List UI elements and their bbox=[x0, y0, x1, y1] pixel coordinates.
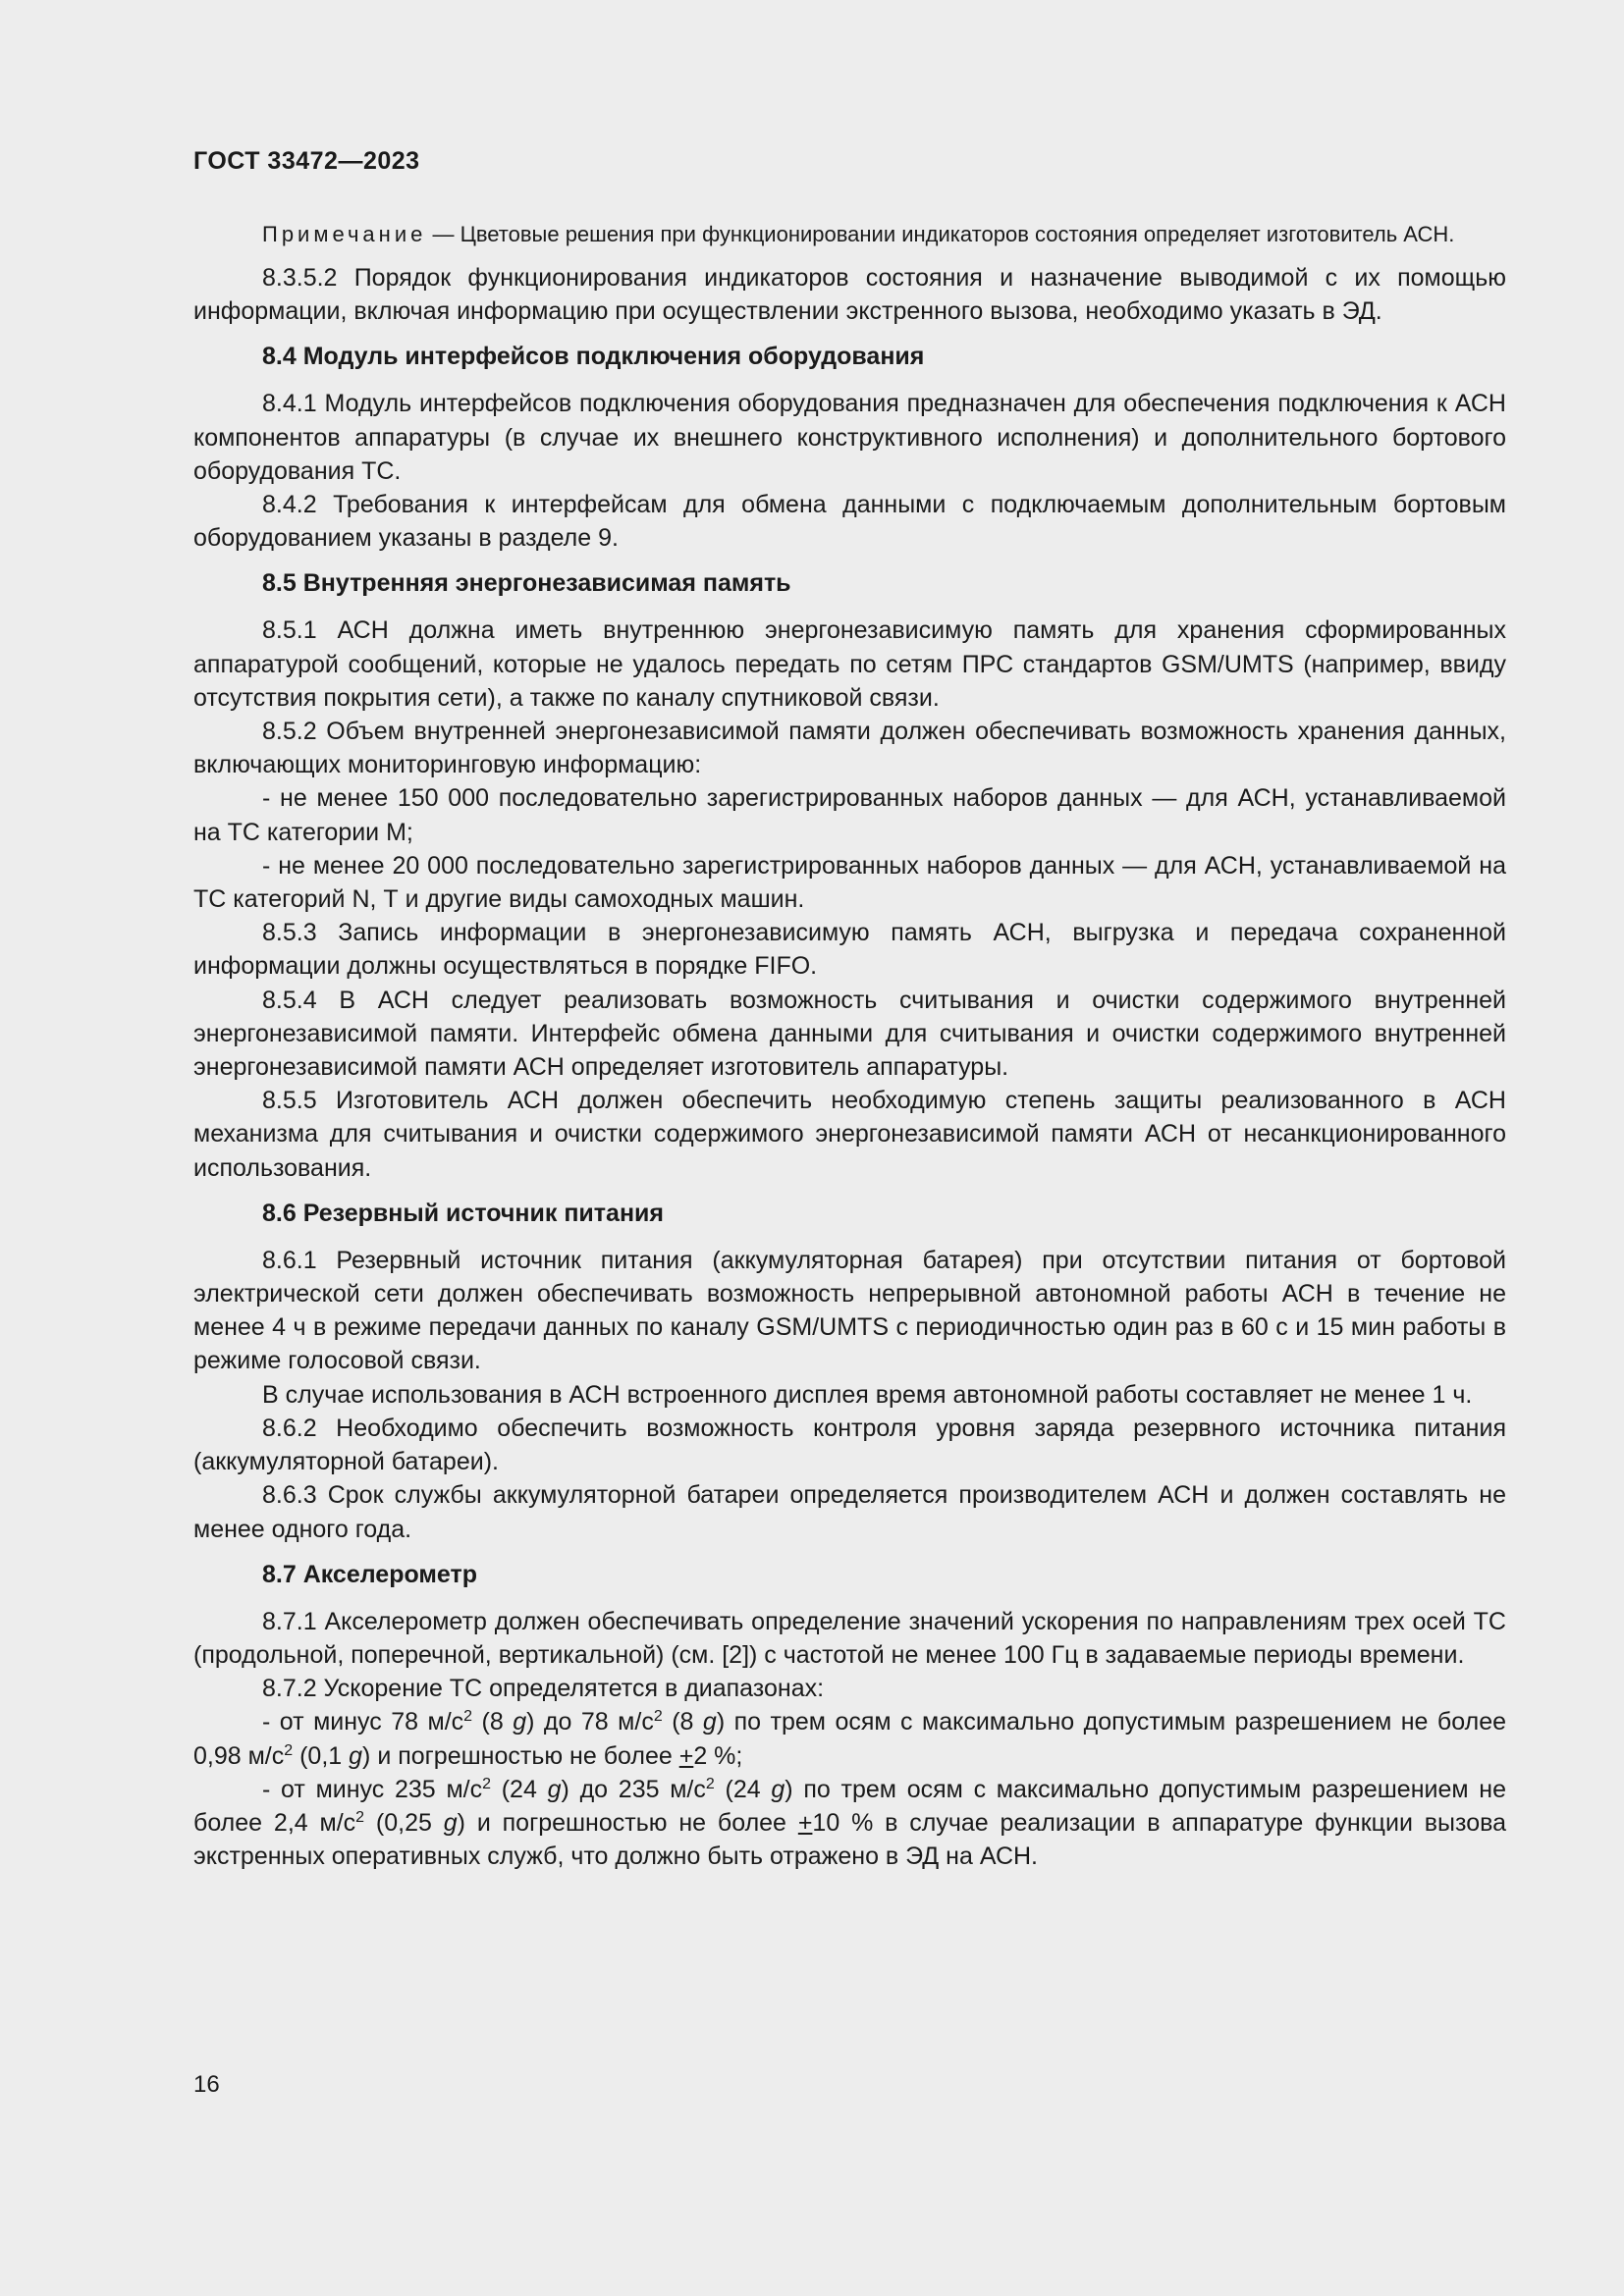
note-paragraph bbox=[193, 219, 1506, 249]
paragraph-8-4-1: 8.4.1 Модуль интерфейсов подключения оборудования предназначен для обеспечения подключения к АСН компонентов аппаратуры (в случае их внешнего конструктивного исполнения) и дополнительного бортового оборудования ТС. bbox=[193, 390, 1506, 485]
section-heading-8-4: 8.4 Модуль интерфейсов подключения оборудования bbox=[262, 343, 925, 371]
section-heading-8-5: 8.5 Внутренняя энергонезависимая память bbox=[262, 569, 791, 598]
paragraph-8-7-2: 8.7.2 Ускорение ТС определятется в диапазонах: bbox=[262, 1675, 825, 1703]
document-page bbox=[193, 147, 1506, 1873]
paragraph-8-5-3: 8.5.3 Запись информации в энергонезависимую память АСН, выгрузка и передача сохраненной информации должны осуществляться в порядке FIFO. bbox=[193, 919, 1506, 981]
page-number: 16 bbox=[193, 2071, 220, 2098]
paragraph-8-4-2: 8.4.2 Требования к интерфейсам для обмена данными с подключаемым дополнительным бортовым оборудованием указаны в разделе 9. bbox=[193, 491, 1506, 553]
paragraph-8-6-2: 8.6.2 Необходимо обеспечить возможность контроля уровня заряда резервного источника питания (аккумуляторной батареи). bbox=[193, 1414, 1506, 1476]
paragraph-8-6-3: 8.6.3 Срок службы аккумуляторной батареи определяется производителем АСН и должен составлять не менее одного года. bbox=[193, 1481, 1506, 1543]
paragraph-8-7-1: 8.7.1 Акселерометр должен обеспечивать определение значений ускорения по направлениям трех осей ТС (продольной, поперечной, вертикальной) (см. [2]) с частотой не менее 100 Гц в задаваемые периоды времени. bbox=[193, 1607, 1506, 1669]
paragraph-8-6-1-display: В случае использования в АСН встроенного дисплея время автономной работы составляет не менее 1 ч. bbox=[262, 1380, 1473, 1409]
range-item-78: - от минус 78 $м/с^2$ (8 g) до 78 $м/с^2$ (8 g) по трем осям с максимально допустимым разрешением не более 0,98 $м/с^2$ (0,1 g) и погрешностью не более +2 %; bbox=[193, 1708, 1507, 1770]
paragraph-8-5-4: 8.5.4 В АСН следует реализовать возможность считывания и очистки содержимого внутренней энергонезависимой памяти. Интерфейс обмена данными для считывания и очистки содержимого внутренней энергонезависимой памяти АСН определяет изготовитель аппаратуры. bbox=[193, 986, 1506, 1082]
note-label: Примечание bbox=[262, 222, 427, 246]
paragraph-8-5-5: 8.5.5 Изготовитель АСН должен обеспечить необходимую степень защиты реализованного в АСН механизма для считывания и очистки содержимого энергонезависимой памяти АСН от несанкционированного использования. bbox=[193, 1087, 1506, 1182]
list-item-20000: - не менее 20 000 последовательно зарегистрированных наборов данных — для АСН, устанавливаемой на ТС категорий N, Т и другие виды самоходных машин. bbox=[193, 851, 1506, 914]
document-header-title: ГОСТ 33472—2023 bbox=[193, 147, 420, 175]
paragraph-8-5-1: 8.5.1 АСН должна иметь внутреннюю энергонезависимую память для хранения сформированных аппаратурой сообщений, которые не удалось передать по сетям ПРС стандартов GSM/UMTS (например, ввиду отсутствия покрытия сети), а также по каналу спутниковой связи. bbox=[193, 616, 1506, 712]
section-heading-8-7: 8.7 Акселерометр bbox=[262, 1560, 477, 1588]
paragraph-8-3-5-2: 8.3.5.2 Порядок функционирования индикаторов состояния и назначение выводимой с их помощью информации, включая информацию при осуществлении экстренного вызова, необходимо указать в ЭД. bbox=[193, 264, 1506, 326]
paragraph-8-5-2: 8.5.2 Объем внутренней энергонезависимой памяти должен обеспечивать возможность хранения данных, включающих мониторинговую информацию: bbox=[193, 718, 1506, 779]
range-item-235: - от минус 235 $м/с^2$ (24 g) до 235 $м/с^2$ (24 g) по трем осям с максимально допустимым разрешением не более 2,4 $м/с^2$ (0,25 g) и погрешностью не более +10 % в случае реализации в аппаратуре функции вызова экстренных оперативных служб, что должно быть отражено в ЭД на АСН. bbox=[193, 1775, 1507, 1871]
section-heading-8-6: 8.6 Резервный источник питания bbox=[262, 1199, 665, 1227]
list-item-150000: - не менее 150 000 последовательно зарегистрированных наборов данных — для АСН, устанавливаемой на ТС категории М; bbox=[193, 784, 1506, 846]
note-text: — Цветовые решения при функционировании индикаторов состояния определяет изготовитель АСН. bbox=[426, 222, 1455, 246]
paragraph-8-6-1: 8.6.1 Резервный источник питания (аккумуляторная батарея) при отсутствии питания от бортовой электрической сети должен обеспечивать возможность непрерывной автономной работы АСН в течение не менее 4 ч в режиме передачи данных по каналу GSM/UMTS с периодичностью один раз в 60 с и 15 мин работы в режиме голосовой связи. bbox=[193, 1246, 1506, 1375]
